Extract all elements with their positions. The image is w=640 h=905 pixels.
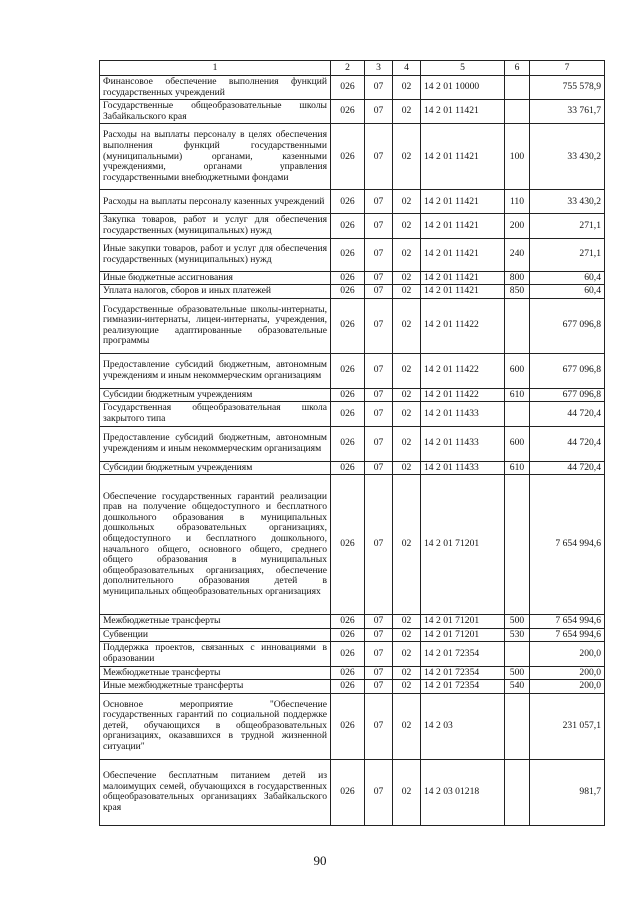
row-value-cell-c7: 33 761,7	[530, 100, 605, 124]
row-value-cell-c4: 02	[393, 666, 421, 680]
row-value-cell-c2: 026	[331, 402, 365, 426]
row-value-cell-c5: 14 2 01 11433	[421, 461, 505, 475]
row-value-cell-c7: 677 096,8	[530, 388, 605, 402]
row-value-cell-c3: 07	[365, 271, 393, 285]
row-name-cell: Закупка товаров, работ и услуг для обеспечения государственных (муниципальных) нужд	[100, 214, 331, 238]
row-value-cell-c2: 026	[331, 353, 365, 388]
row-value-cell-c5: 14 2 01 11421	[421, 124, 505, 190]
row-value-cell-c2: 026	[331, 628, 365, 642]
row-value-cell-c5: 14 2 01 11422	[421, 353, 505, 388]
row-name-cell: Основное мероприятие "Обеспечение государственных гарантий по социальной поддержке детей, обучающихся в общеобразовательных организациях, оказавшихся в трудной жизненной ситуации"	[100, 693, 331, 759]
table-row	[100, 666, 605, 680]
row-value-cell-c4: 02	[393, 285, 421, 299]
row-value-cell-c5: 14 2 01 71201	[421, 475, 505, 615]
column-header-4: 4	[393, 61, 421, 76]
row-value-cell-c4: 02	[393, 680, 421, 694]
row-value-cell-c3: 07	[365, 298, 393, 353]
row-value-cell-c7: 60,4	[530, 285, 605, 299]
row-value-cell-c5: 14 2 01 72354	[421, 666, 505, 680]
row-value-cell-c7: 60,4	[530, 271, 605, 285]
row-value-cell-c7: 677 096,8	[530, 353, 605, 388]
row-value-cell-c3: 07	[365, 475, 393, 615]
row-value-cell-c7: 200,0	[530, 680, 605, 694]
table-row	[100, 628, 605, 642]
row-name-cell: Поддержка проектов, связанных с инновациями в образовании	[100, 642, 331, 666]
table-row	[100, 124, 605, 190]
row-value-cell-c7: 33 430,2	[530, 190, 605, 214]
row-value-cell-c2: 026	[331, 680, 365, 694]
row-value-cell-c6: 500	[505, 666, 530, 680]
table-row	[100, 285, 605, 299]
row-name-cell: Расходы на выплаты персоналу казенных учреждений	[100, 190, 331, 214]
column-header-1: 1	[100, 61, 331, 76]
row-value-cell-c2: 026	[331, 666, 365, 680]
row-value-cell-c4: 02	[393, 76, 421, 100]
row-value-cell-c5: 14 2 01 10000	[421, 76, 505, 100]
row-value-cell-c4: 02	[393, 388, 421, 402]
row-value-cell-c2: 026	[331, 475, 365, 615]
row-value-cell-c3: 07	[365, 100, 393, 124]
row-name-cell: Государственные образовательные школы-интернаты, гимназии-интернаты, лицеи-интернаты, учреждения, реализующие адаптированные образовательные программы	[100, 298, 331, 353]
row-value-cell-c6: 850	[505, 285, 530, 299]
row-value-cell-c7: 7 654 994,6	[530, 628, 605, 642]
row-value-cell-c4: 02	[393, 642, 421, 666]
row-name-cell: Обеспечение государственных гарантий реализации прав на получение общедоступного и бесплатного дошкольного образования в муниципальных дошкольных образовательных организациях, общедоступного и бесплатного дошкольного, начального общего, основного общего, среднего общего образования в муниципальных общеобразовательных организациях, обеспечение дополнительного образования детей в муниципальных общеобразовательных организациях	[100, 475, 331, 615]
row-value-cell-c2: 026	[331, 642, 365, 666]
row-value-cell-c6	[505, 76, 530, 100]
column-header-3: 3	[365, 61, 393, 76]
table-header-row	[100, 61, 605, 76]
row-value-cell-c3: 07	[365, 693, 393, 759]
table-body	[100, 76, 605, 826]
row-value-cell-c4: 02	[393, 298, 421, 353]
row-value-cell-c2: 026	[331, 214, 365, 238]
row-value-cell-c6: 800	[505, 271, 530, 285]
row-value-cell-c6	[505, 693, 530, 759]
row-value-cell-c5: 14 2 01 72354	[421, 680, 505, 694]
row-name-cell: Иные закупки товаров, работ и услуг для обеспечения государственных (муниципальных) нужд	[100, 238, 331, 271]
row-value-cell-c2: 026	[331, 759, 365, 825]
row-value-cell-c2: 026	[331, 298, 365, 353]
row-value-cell-c6	[505, 100, 530, 124]
row-value-cell-c7: 231 057,1	[530, 693, 605, 759]
row-value-cell-c6: 500	[505, 615, 530, 629]
row-value-cell-c2: 026	[331, 76, 365, 100]
row-name-cell: Предоставление субсидий бюджетным, автономным учреждениям и иным некоммерческим организациям	[100, 426, 331, 461]
table-row	[100, 388, 605, 402]
row-name-cell: Иные бюджетные ассигнования	[100, 271, 331, 285]
row-name-cell: Государственная общеобразовательная школа закрытого типа	[100, 402, 331, 426]
row-value-cell-c2: 026	[331, 190, 365, 214]
budget-table	[99, 60, 605, 826]
row-value-cell-c7: 677 096,8	[530, 298, 605, 353]
table-row	[100, 759, 605, 825]
row-value-cell-c4: 02	[393, 628, 421, 642]
row-value-cell-c6: 240	[505, 238, 530, 271]
row-value-cell-c6	[505, 402, 530, 426]
row-value-cell-c6	[505, 642, 530, 666]
row-value-cell-c6: 540	[505, 680, 530, 694]
row-name-cell: Обеспечение бесплатным питанием детей из малоимущих семей, обучающихся в государственных общеобразовательных организациях Забайкальского края	[100, 759, 331, 825]
table-row	[100, 238, 605, 271]
row-value-cell-c5: 14 2 01 71201	[421, 628, 505, 642]
row-value-cell-c5: 14 2 01 11421	[421, 285, 505, 299]
column-header-5: 5	[421, 61, 505, 76]
row-name-cell: Субсидии бюджетным учреждениям	[100, 461, 331, 475]
row-value-cell-c3: 07	[365, 642, 393, 666]
table-row	[100, 426, 605, 461]
row-value-cell-c4: 02	[393, 693, 421, 759]
row-value-cell-c7: 44 720,4	[530, 426, 605, 461]
row-name-cell: Предоставление субсидий бюджетным, автономным учреждениям и иным некоммерческим организациям	[100, 353, 331, 388]
table-row	[100, 475, 605, 615]
row-value-cell-c6: 100	[505, 124, 530, 190]
table-row	[100, 190, 605, 214]
table-row	[100, 402, 605, 426]
table-row	[100, 271, 605, 285]
row-value-cell-c5: 14 2 01 11421	[421, 214, 505, 238]
row-value-cell-c2: 026	[331, 100, 365, 124]
row-value-cell-c4: 02	[393, 271, 421, 285]
row-value-cell-c3: 07	[365, 353, 393, 388]
row-value-cell-c4: 02	[393, 353, 421, 388]
row-value-cell-c3: 07	[365, 402, 393, 426]
table-row	[100, 693, 605, 759]
row-value-cell-c4: 02	[393, 475, 421, 615]
row-value-cell-c4: 02	[393, 238, 421, 271]
table-row	[100, 76, 605, 100]
table-row	[100, 353, 605, 388]
row-value-cell-c6: 200	[505, 214, 530, 238]
row-value-cell-c4: 02	[393, 615, 421, 629]
row-name-cell: Финансовое обеспечение выполнения функций государственных учреждений	[100, 76, 331, 100]
column-header-6: 6	[505, 61, 530, 76]
row-value-cell-c5: 14 2 01 11421	[421, 271, 505, 285]
row-name-cell: Иные межбюджетные трансферты	[100, 680, 331, 694]
row-value-cell-c2: 026	[331, 238, 365, 271]
row-value-cell-c3: 07	[365, 388, 393, 402]
row-value-cell-c2: 026	[331, 461, 365, 475]
row-value-cell-c5: 14 2 01 11421	[421, 100, 505, 124]
row-name-cell: Расходы на выплаты персоналу в целях обеспечения выполнения функций государственными (муниципальными) органами, казенными учреждениями, органами управления государственными внебюджетными фондами	[100, 124, 331, 190]
row-value-cell-c3: 07	[365, 615, 393, 629]
row-value-cell-c2: 026	[331, 124, 365, 190]
row-value-cell-c6: 600	[505, 426, 530, 461]
row-value-cell-c7: 7 654 994,6	[530, 475, 605, 615]
row-value-cell-c2: 026	[331, 426, 365, 461]
row-value-cell-c3: 07	[365, 759, 393, 825]
row-value-cell-c5: 14 2 01 72354	[421, 642, 505, 666]
row-value-cell-c5: 14 2 03 01218	[421, 759, 505, 825]
table-row	[100, 298, 605, 353]
row-name-cell: Межбюджетные трансферты	[100, 666, 331, 680]
row-value-cell-c4: 02	[393, 426, 421, 461]
row-value-cell-c4: 02	[393, 100, 421, 124]
row-value-cell-c7: 44 720,4	[530, 402, 605, 426]
row-value-cell-c7: 271,1	[530, 238, 605, 271]
row-value-cell-c4: 02	[393, 214, 421, 238]
row-value-cell-c6	[505, 475, 530, 615]
row-name-cell: Субвенции	[100, 628, 331, 642]
table-row	[100, 100, 605, 124]
row-value-cell-c6: 610	[505, 461, 530, 475]
row-name-cell: Межбюджетные трансферты	[100, 615, 331, 629]
row-value-cell-c2: 026	[331, 388, 365, 402]
row-value-cell-c3: 07	[365, 238, 393, 271]
row-value-cell-c4: 02	[393, 461, 421, 475]
row-value-cell-c3: 07	[365, 76, 393, 100]
row-value-cell-c2: 026	[331, 285, 365, 299]
row-value-cell-c5: 14 2 01 11421	[421, 238, 505, 271]
row-value-cell-c6: 530	[505, 628, 530, 642]
row-value-cell-c7: 33 430,2	[530, 124, 605, 190]
table-row	[100, 642, 605, 666]
row-value-cell-c2: 026	[331, 271, 365, 285]
row-value-cell-c5: 14 2 01 11421	[421, 190, 505, 214]
table-row	[100, 214, 605, 238]
row-value-cell-c3: 07	[365, 190, 393, 214]
table-row	[100, 615, 605, 629]
row-value-cell-c7: 7 654 994,6	[530, 615, 605, 629]
page-number: 90	[313, 853, 327, 868]
row-value-cell-c3: 07	[365, 666, 393, 680]
row-value-cell-c5: 14 2 01 11422	[421, 298, 505, 353]
column-header-7: 7	[530, 61, 605, 76]
row-value-cell-c6	[505, 759, 530, 825]
row-value-cell-c3: 07	[365, 628, 393, 642]
table-row	[100, 461, 605, 475]
row-value-cell-c7: 200,0	[530, 642, 605, 666]
row-name-cell: Уплата налогов, сборов и иных платежей	[100, 285, 331, 299]
row-value-cell-c4: 02	[393, 402, 421, 426]
row-value-cell-c7: 981,7	[530, 759, 605, 825]
row-value-cell-c3: 07	[365, 461, 393, 475]
row-value-cell-c6	[505, 298, 530, 353]
row-name-cell: Государственные общеобразовательные школы Забайкальского края	[100, 100, 331, 124]
row-value-cell-c7: 44 720,4	[530, 461, 605, 475]
row-value-cell-c6: 610	[505, 388, 530, 402]
row-value-cell-c5: 14 2 01 11422	[421, 388, 505, 402]
row-value-cell-c2: 026	[331, 693, 365, 759]
table-row	[100, 680, 605, 694]
row-value-cell-c5: 14 2 03	[421, 693, 505, 759]
row-value-cell-c3: 07	[365, 124, 393, 190]
row-value-cell-c2: 026	[331, 615, 365, 629]
row-value-cell-c3: 07	[365, 680, 393, 694]
row-value-cell-c4: 02	[393, 124, 421, 190]
row-value-cell-c5: 14 2 01 11433	[421, 402, 505, 426]
row-value-cell-c3: 07	[365, 426, 393, 461]
row-name-cell: Субсидии бюджетным учреждениям	[100, 388, 331, 402]
row-value-cell-c4: 02	[393, 759, 421, 825]
row-value-cell-c5: 14 2 01 11433	[421, 426, 505, 461]
row-value-cell-c7: 271,1	[530, 214, 605, 238]
row-value-cell-c3: 07	[365, 214, 393, 238]
row-value-cell-c3: 07	[365, 285, 393, 299]
row-value-cell-c4: 02	[393, 190, 421, 214]
row-value-cell-c6: 600	[505, 353, 530, 388]
row-value-cell-c7: 200,0	[530, 666, 605, 680]
row-value-cell-c6: 110	[505, 190, 530, 214]
row-value-cell-c5: 14 2 01 71201	[421, 615, 505, 629]
column-header-2: 2	[331, 61, 365, 76]
row-value-cell-c7: 755 578,9	[530, 76, 605, 100]
